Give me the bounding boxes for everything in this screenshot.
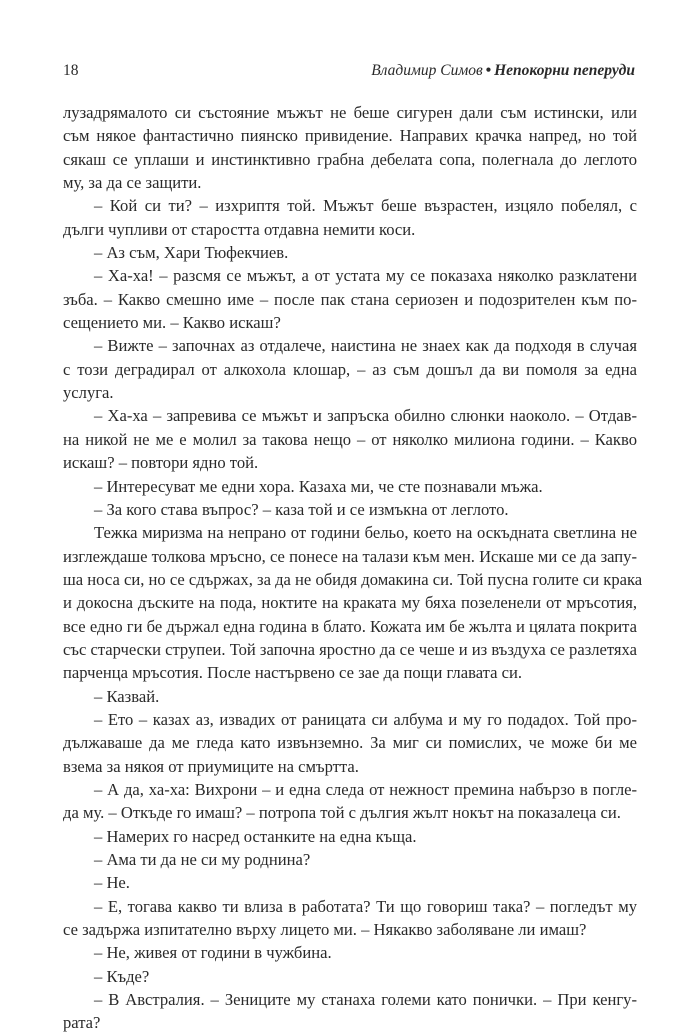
text-line: – За кого става въпрос? – каза той и се измъкна от леглото. [94,499,509,519]
author-name: Владимир Симов [371,62,483,79]
text-line: – В Австралия. – Зениците му станаха големи като понички. – При кенгу- [94,990,637,1010]
text-line: – Ама ти да не си му роднина? [94,850,311,869]
text-line: – Кой си ти? – изхриптя той. Мъжът беше възрастен, изцяло побелял, с [94,196,637,216]
page-header [63,62,635,86]
text-line: – Аз съм, Хари Тюфекчиев. [94,243,289,263]
text-line: – Интересуват ме едни хора. Казаха ми, че сте познавали мъжа. [94,476,543,496]
body-text [63,101,643,1035]
text-line: дължаваше да ме гледа като извънземно. За миг си помислих, че може би ме [63,733,637,753]
text-line: услуга. [63,383,114,403]
text-line: – Ето – казах аз, извадих от раницата си албума и му го подадох. Той про- [94,709,637,729]
text-line: дълги чупливи от старостта отдавна немити коси. [63,219,416,239]
text-line: парченца мръсотия. После настървено се зае да пощи главата си. [63,663,522,683]
text-line: и докосна дъските на пода, ноктите на краката му бяха позеленели от мръсотия, [63,593,637,613]
text-line: взема за някоя от приумиците на смъртта. [63,756,359,776]
text-line: му, за да се защити. [63,173,202,193]
text-line: – Не. [94,873,130,893]
text-line: искаш? – повтори ядно той. [63,453,259,473]
text-line: да му. – Откъде го имаш? – потропа той с дългия жълт нокът на показалеца си. [63,803,621,823]
text-line: на никой не ме е молил за такова нещо – от няколко милиона години. – Какво [63,429,637,449]
text-line: ша носа си, но се сдържах, за да не обидя домакина си. Той пусна голите си крака [63,569,643,589]
text-line: – А да, ха-ха: Вихрони – и една следа от нежност премина набързо в погле- [94,779,637,799]
text-line: – Е, тогава какво ти влиза в работата? Ти що говориш така? – погледът му [94,896,637,916]
text-line: – Къде? [94,966,150,986]
book-title: Непокорни пеперуди [494,62,635,79]
text-line: все едно ги бе държал една година в блато. Кожата им бе жълта и цялата покрита [63,616,637,636]
text-line: – Ха-ха! – разсмя се мъжът, а от устата му се показаха няколко разклатени [94,266,637,286]
text-line: – Вижте – започнах аз отдалече, наистина не знаех как да подходя в случая [94,336,637,356]
text-line: Тежка миризма на непрано от години бельо, което на оскъдната светлина не [94,523,637,543]
text-line: – Не, живея от години в чужбина. [94,943,332,963]
text-line: сякаш се уплаши и инстинктивно грабна дебелата сопа, полегнала до леглото [63,149,637,169]
text-line: съм някое фантастично пиянско привидение. Направих крачка напред, но той [63,126,637,146]
text-line: – Намерих го насред останките на една къща. [94,826,417,846]
text-line: със старчески струпеи. Той започна яростно да се чеше и из въздуха се разлетяха [63,639,637,659]
text-line: лузадрямалото си състояние мъжът не беше сигурен дали съм истински, или [63,103,637,122]
text-line: – Казвай. [94,686,160,706]
running-head [371,62,635,80]
page-number: 18 [63,62,79,79]
text-line: се задържа изпитателно върху лицето ми. – Някакво заболяване ли имаш? [63,920,587,940]
text-line: зъба. – Какво смешно име – после пак стана сериозен и подозрителен към по- [63,289,637,309]
text-line: изглеждаше толкова мръсно, се понесе на талази към мен. Искаше ми се да запу- [63,546,637,566]
text-line: рата? [63,1013,101,1033]
header-separator: • [485,62,492,79]
text-line: – Ха-ха – запревива се мъжът и запръска обилно слюнки наоколо. – Отдав- [94,406,637,426]
text-line: с този деградирал от алкохола клошар, – аз съм дошъл да ви помоля за една [63,359,637,379]
text-line: сещението ми. – Какво искаш? [63,313,281,333]
